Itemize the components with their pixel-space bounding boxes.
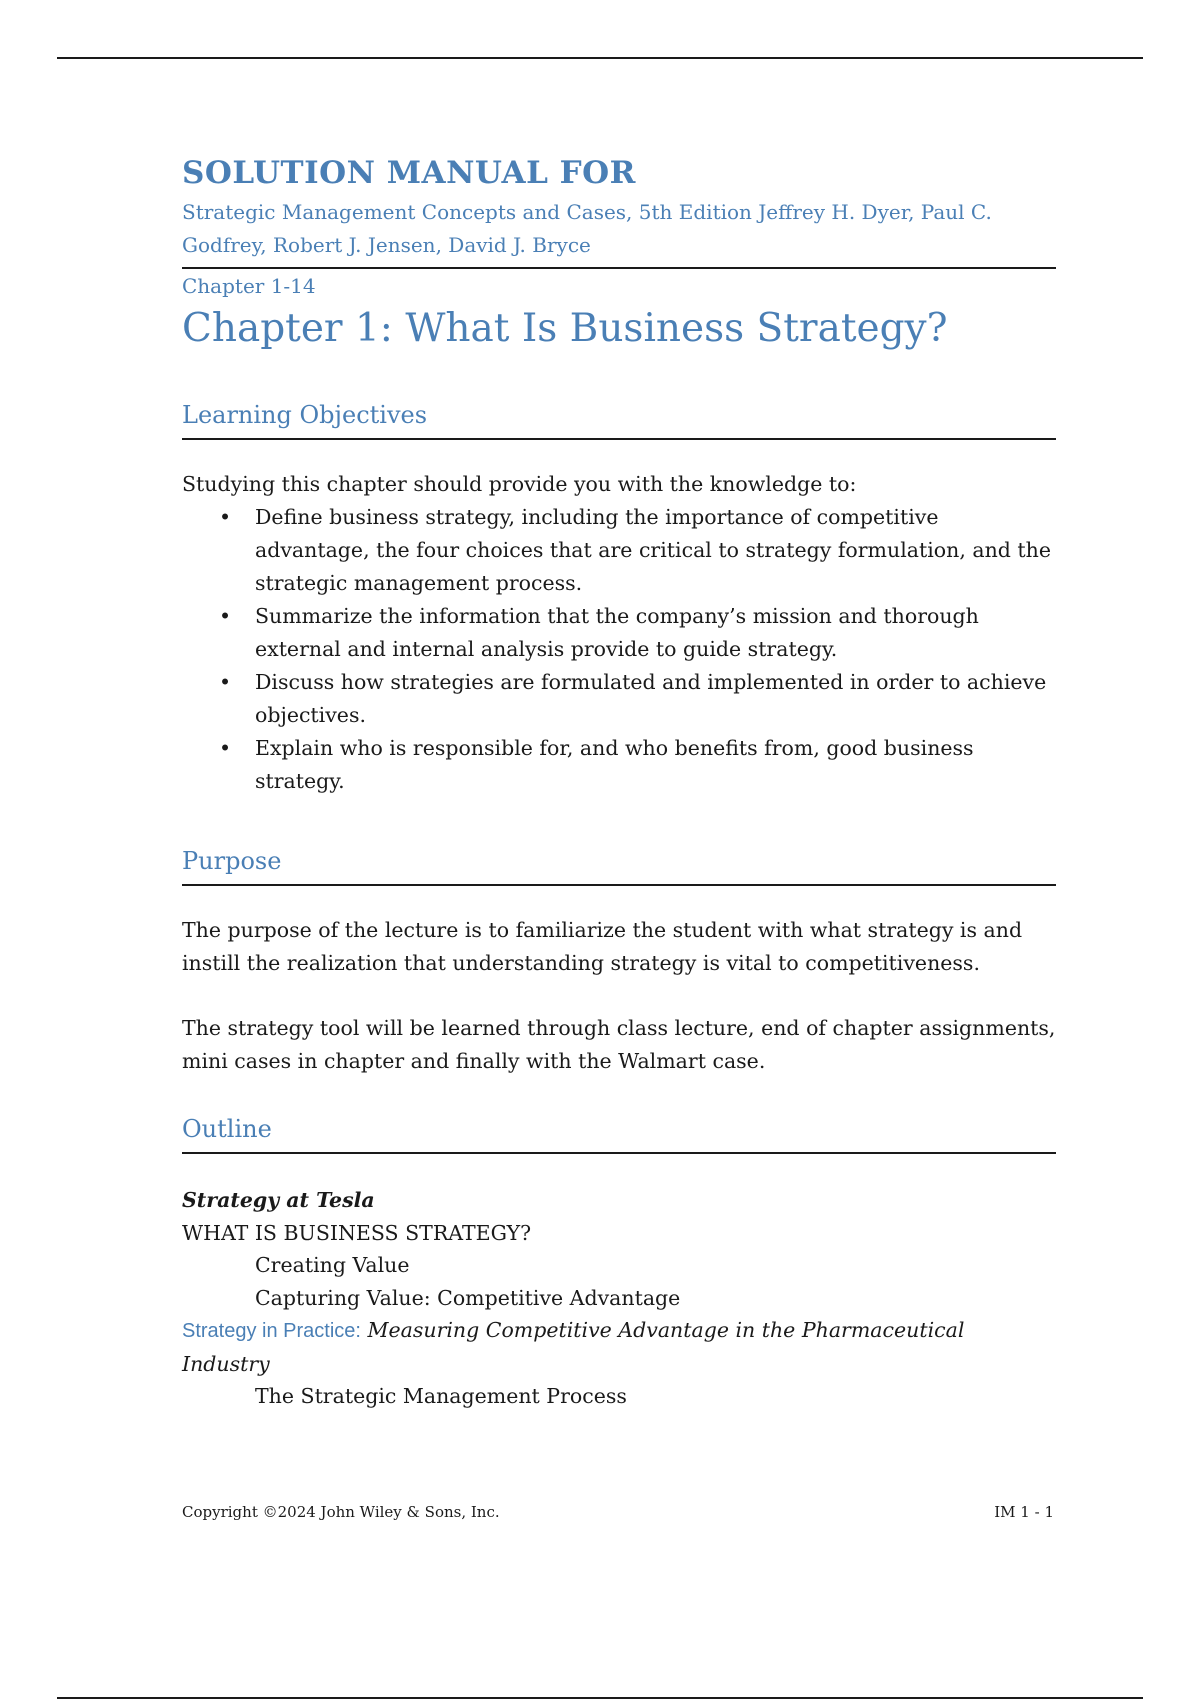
bullet-icon: • [219,604,232,628]
page-number: IM 1 - 1 [994,1503,1054,1521]
outline-subsection: Creating Value [255,1253,410,1277]
top-page-rule [57,57,1143,59]
outline-heading: Outline [182,1110,1056,1154]
objective-text: Define business strategy, including the importance of competitive advantage, the four choices that are critical to strategy formulation, and the strategic management process. [255,505,1051,595]
manual-title: SOLUTION MANUAL FOR [182,155,636,191]
outline-case-title: Strategy at Tesla [182,1188,375,1212]
outline-section-title: WHAT IS BUSINESS STRATEGY? [182,1220,532,1245]
bullet-icon: • [219,505,232,529]
subtitle-line-1: Strategic Management Concepts and Cases, 5th Edition Jeffrey H. Dyer, Paul C. [182,200,992,224]
learning-objectives-heading: Learning Objectives [182,396,1056,440]
objectives-intro: Studying this chapter should provide you with the knowledge to: [182,472,857,496]
chapter-range: Chapter 1-14 [182,274,316,298]
objective-text: Explain who is responsible for, and who benefits from, good business strategy. [255,736,974,793]
purpose-heading: Purpose [182,842,1056,886]
objective-item [182,732,1056,798]
objective-text: Summarize the information that the company’s mission and thorough external and internal analysis provide to guide strategy. [255,604,979,661]
outline-subsection: The Strategic Management Process [255,1384,627,1408]
practice-label: Strategy in Practice: [182,1320,361,1342]
outline-practice-item [182,1314,1056,1380]
objective-item [182,501,1056,600]
outline-subsection: Capturing Value: Competitive Advantage [255,1285,681,1310]
objective-item [182,600,1056,666]
objectives-list [182,501,1056,798]
purpose-paragraph-2: The strategy tool will be learned through class lecture, end of chapter assignments, mini cases in chapter and finally with the Walmart case. [182,1016,1056,1073]
document-content [182,150,1056,1413]
outline-list [182,1184,1056,1413]
bullet-icon: • [219,736,232,760]
subtitle-line-2: Godfrey, Robert J. Jensen, David J. Bryce [182,233,591,257]
practice-title: Measuring Competitive Advantage in the Pharmaceutical Industry [182,1318,965,1376]
bottom-page-rule [57,1697,1143,1699]
book-subtitle [182,196,1056,269]
objective-text: Discuss how strategies are formulated and implemented in order to achieve objectives. [255,670,1047,727]
purpose-paragraph-1: The purpose of the lecture is to familiarize the student with what strategy is and instill the realization that understanding strategy is vital to competitiveness. [182,918,1023,975]
copyright-text: Copyright ©2024 John Wiley & Sons, Inc. [182,1503,500,1521]
objective-item [182,666,1056,732]
bullet-icon: • [219,670,232,694]
chapter-title: Chapter 1: What Is Business Strategy? [182,306,948,351]
